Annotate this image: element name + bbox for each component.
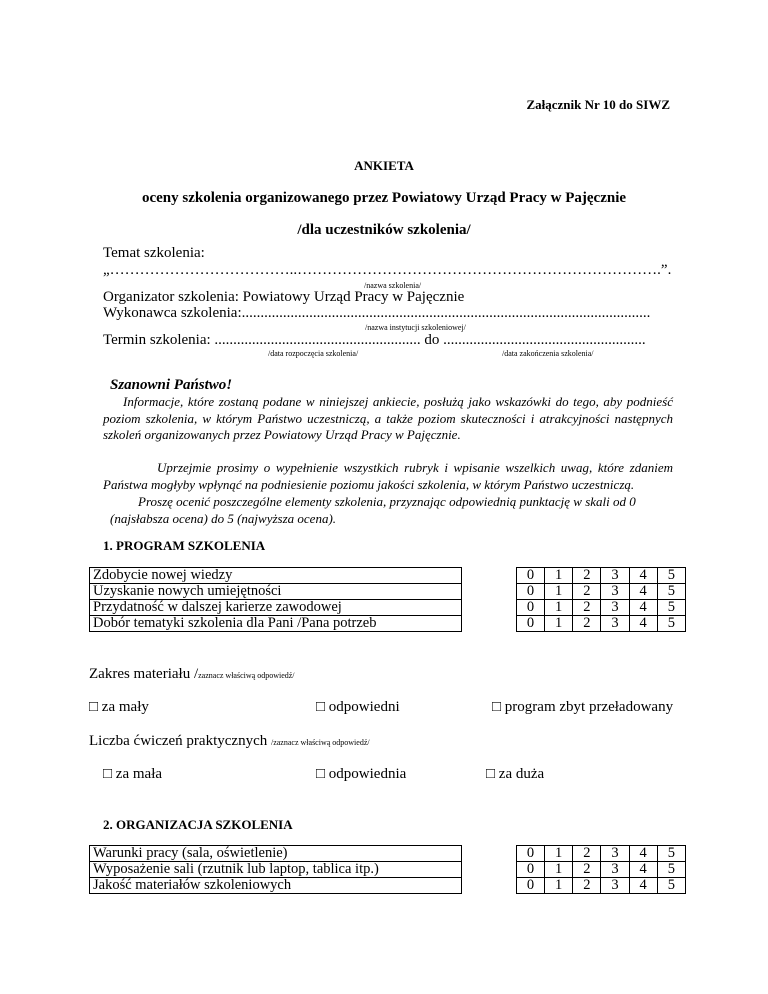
score-5[interactable]: 5 [657, 584, 685, 600]
score-0[interactable]: 0 [516, 878, 544, 894]
score-5[interactable]: 5 [657, 862, 685, 878]
score-5[interactable]: 5 [657, 846, 685, 862]
score-2[interactable]: 2 [573, 846, 601, 862]
score-3[interactable]: 3 [601, 584, 629, 600]
table-row [90, 568, 686, 584]
score-0[interactable]: 0 [516, 600, 544, 616]
liczba-hint: /zaznacz właściwą odpowiedź/ [270, 738, 370, 747]
intro-paragraph-1: Informacje, które zostaną podane w niniejszej ankiecie, posłużą jako wskazówki do tego, aby podnieść poziom szkolenia, w którym Państwo uczestniczą, a także poziom skuteczności i atrakcyjności następnych szkoleń organizowanych przez Powiatowy Urząd Pracy w Pajęcznie. [103, 394, 673, 443]
zakres-question [89, 666, 295, 683]
intro-paragraph-3: Proszę ocenić poszczególne elementy szkolenia, przyznając odpowiednią punktację w skali od 0 (najsłabsza ocena) do 5 (najwyższa ocena). [110, 494, 636, 526]
score-3[interactable]: 3 [601, 616, 629, 632]
score-1[interactable]: 1 [545, 568, 573, 584]
score-3[interactable]: 3 [601, 846, 629, 862]
score-0[interactable]: 0 [516, 568, 544, 584]
wykonawca-hint: /nazwa instytucji szkoleniowej/ [365, 323, 466, 332]
score-2[interactable]: 2 [573, 600, 601, 616]
score-0[interactable]: 0 [516, 616, 544, 632]
section1-heading: 1. PROGRAM SZKOLENIA [103, 538, 266, 553]
temat-input-line[interactable]: „………………………………..……………………………………………………………….”. [103, 262, 672, 278]
organizator-line: Organizator szkolenia: Powiatowy Urząd Pracy w Pajęcznie [103, 289, 465, 305]
zakres-option-przeladowany[interactable]: □ program zbyt przeładowany [492, 699, 674, 715]
termin-end-hint: /data zakończenia szkolenia/ [502, 349, 594, 358]
score-0[interactable]: 0 [516, 846, 544, 862]
section2-rating-table [89, 845, 686, 894]
score-1[interactable]: 1 [545, 616, 573, 632]
rating-criterion: Warunki pracy (sala, oświetlenie) [90, 846, 462, 862]
score-5[interactable]: 5 [657, 616, 685, 632]
score-4[interactable]: 4 [629, 862, 657, 878]
score-0[interactable]: 0 [516, 862, 544, 878]
score-4[interactable]: 4 [629, 878, 657, 894]
rating-criterion: Dobór tematyki szkolenia dla Pani /Pana potrzeb [90, 616, 462, 632]
zakres-option-za-maly[interactable]: □ za mały [89, 699, 149, 715]
score-4[interactable]: 4 [629, 600, 657, 616]
temat-hint: /nazwa szkolenia/ [364, 281, 422, 290]
zakres-option-odpowiedni[interactable]: □ odpowiedni [316, 699, 400, 715]
score-4[interactable]: 4 [629, 584, 657, 600]
table-row [90, 600, 686, 616]
survey-subtitle: oceny szkolenia organizowanego przez Powiatowy Urząd Pracy w Pajęcznie [141, 190, 627, 206]
score-0[interactable]: 0 [516, 584, 544, 600]
section2-heading: 2. ORGANIZACJA SZKOLENIA [103, 817, 293, 832]
survey-title: ANKIETA [354, 158, 414, 173]
survey-audience: /dla uczestników szkolenia/ [297, 222, 471, 238]
score-4[interactable]: 4 [629, 846, 657, 862]
score-2[interactable]: 2 [573, 568, 601, 584]
table-row [90, 878, 686, 894]
score-3[interactable]: 3 [601, 568, 629, 584]
termin-input-line[interactable]: Termin szkolenia: ....................................................... do ...................................................... [103, 332, 646, 348]
score-2[interactable]: 2 [573, 862, 601, 878]
table-row [90, 616, 686, 632]
rating-criterion: Przydatność w dalszej karierze zawodowej [90, 600, 462, 616]
table-row [90, 584, 686, 600]
table-row [90, 846, 686, 862]
rating-criterion: Jakość materiałów szkoleniowych [90, 878, 462, 894]
score-4[interactable]: 4 [629, 616, 657, 632]
score-2[interactable]: 2 [573, 584, 601, 600]
score-1[interactable]: 1 [545, 846, 573, 862]
liczba-option-za-mala[interactable]: □ za mała [103, 766, 163, 782]
liczba-option-odpowiednia[interactable]: □ odpowiednia [316, 766, 407, 782]
score-2[interactable]: 2 [573, 616, 601, 632]
score-2[interactable]: 2 [573, 878, 601, 894]
liczba-option-za-duza[interactable]: □ za duża [486, 766, 545, 782]
score-5[interactable]: 5 [657, 878, 685, 894]
zakres-hint: zaznacz właściwą odpowiedź/ [198, 671, 295, 680]
wykonawca-input-line[interactable]: Wykonawca szkolenia:............................................................................................................. [103, 305, 651, 321]
annex-label: Załącznik Nr 10 do SIWZ [526, 97, 670, 112]
score-5[interactable]: 5 [657, 600, 685, 616]
zakres-label: Zakres materiału / [89, 666, 199, 682]
greeting: Szanowni Państwo! [110, 377, 233, 393]
score-1[interactable]: 1 [545, 600, 573, 616]
score-4[interactable]: 4 [629, 568, 657, 584]
liczba-label: Liczba ćwiczeń praktycznych [89, 733, 271, 749]
score-1[interactable]: 1 [545, 878, 573, 894]
rating-criterion: Wyposażenie sali (rzutnik lub laptop, tablica itp.) [90, 862, 462, 878]
rating-criterion: Uzyskanie nowych umiejętności [90, 584, 462, 600]
score-5[interactable]: 5 [657, 568, 685, 584]
section1-rating-table [89, 567, 686, 632]
table-row [90, 862, 686, 878]
liczba-question [89, 733, 370, 750]
score-3[interactable]: 3 [601, 862, 629, 878]
termin-start-hint: /data rozpoczęcia szkolenia/ [268, 349, 359, 358]
score-3[interactable]: 3 [601, 878, 629, 894]
rating-criterion: Zdobycie nowej wiedzy [90, 568, 462, 584]
score-1[interactable]: 1 [545, 584, 573, 600]
temat-label: Temat szkolenia: [103, 245, 205, 261]
score-1[interactable]: 1 [545, 862, 573, 878]
intro-paragraph-2: Uprzejmie prosimy o wypełnienie wszystkich rubryk i wpisanie wszelkich uwag, które zdaniem Państwa mogłyby wpłynąć na podniesienie poziomu jakości szkolenia, w którym Państwo uczestniczą. [103, 460, 673, 492]
score-3[interactable]: 3 [601, 600, 629, 616]
